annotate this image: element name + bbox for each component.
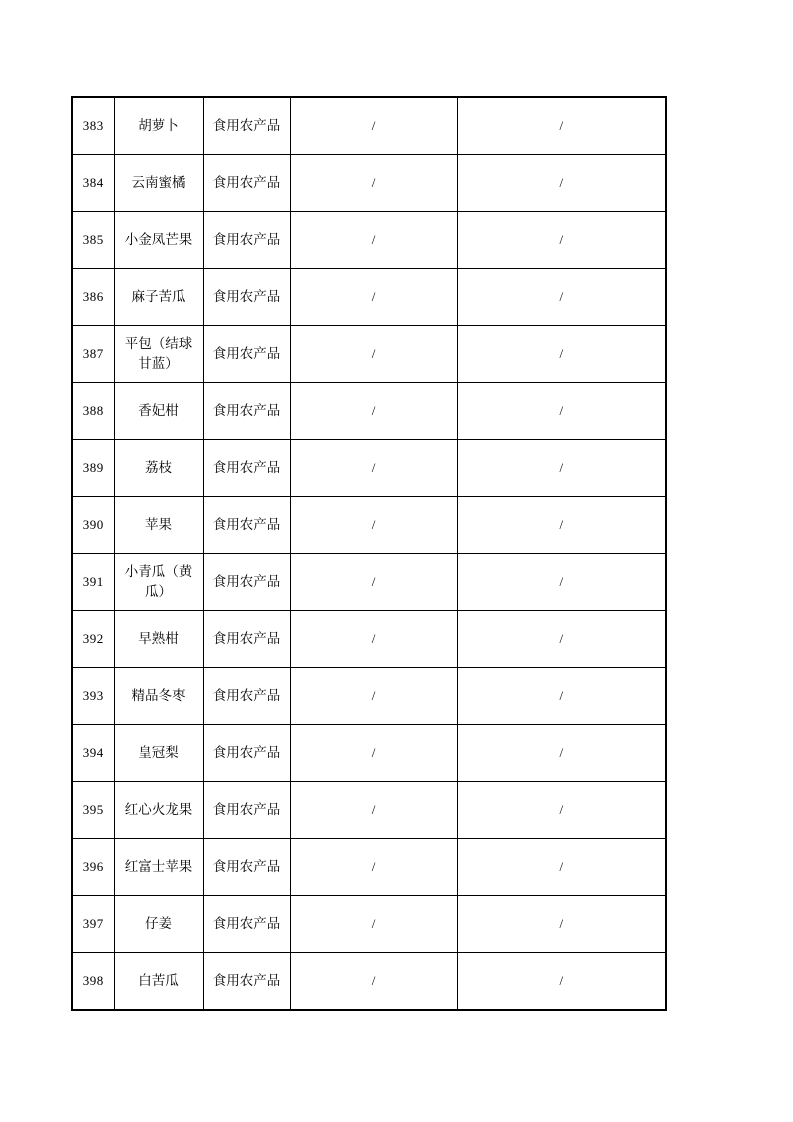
product-name-cell: 小金凤芒果 (114, 212, 203, 269)
value-cell-1: / (290, 953, 457, 1011)
value-cell-2: / (457, 725, 666, 782)
value-cell-2: / (457, 896, 666, 953)
category-cell: 食用农产品 (203, 839, 290, 896)
table-row (72, 326, 666, 383)
value-cell-1: / (290, 155, 457, 212)
value-cell-1: / (290, 440, 457, 497)
value-cell-2: / (457, 326, 666, 383)
category-cell: 食用农产品 (203, 497, 290, 554)
value-cell-2: / (457, 383, 666, 440)
table-row (72, 383, 666, 440)
value-cell-2: / (457, 554, 666, 611)
table-row (72, 97, 666, 155)
product-table-body (72, 97, 666, 1010)
category-cell: 食用农产品 (203, 326, 290, 383)
row-number-cell: 393 (72, 668, 114, 725)
table-row (72, 782, 666, 839)
value-cell-1: / (290, 554, 457, 611)
product-name-cell: 红心火龙果 (114, 782, 203, 839)
row-number-cell: 397 (72, 896, 114, 953)
category-cell: 食用农产品 (203, 725, 290, 782)
table-row (72, 896, 666, 953)
table-row (72, 554, 666, 611)
table-row (72, 953, 666, 1011)
category-cell: 食用农产品 (203, 782, 290, 839)
value-cell-2: / (457, 782, 666, 839)
row-number-cell: 386 (72, 269, 114, 326)
value-cell-1: / (290, 725, 457, 782)
product-name-cell: 香妃柑 (114, 383, 203, 440)
table-row (72, 269, 666, 326)
table-row (72, 440, 666, 497)
product-name-cell: 红富士苹果 (114, 839, 203, 896)
value-cell-2: / (457, 953, 666, 1011)
row-number-cell: 389 (72, 440, 114, 497)
value-cell-1: / (290, 97, 457, 155)
value-cell-1: / (290, 782, 457, 839)
value-cell-2: / (457, 497, 666, 554)
value-cell-2: / (457, 97, 666, 155)
value-cell-1: / (290, 212, 457, 269)
row-number-cell: 391 (72, 554, 114, 611)
row-number-cell: 388 (72, 383, 114, 440)
value-cell-1: / (290, 611, 457, 668)
product-name-cell: 胡萝卜 (114, 97, 203, 155)
category-cell: 食用农产品 (203, 668, 290, 725)
product-name-cell: 麻子苦瓜 (114, 269, 203, 326)
table-row (72, 839, 666, 896)
row-number-cell: 392 (72, 611, 114, 668)
product-name-cell: 平包（结球甘蓝） (114, 326, 203, 383)
product-name-cell: 小青瓜（黄瓜） (114, 554, 203, 611)
value-cell-2: / (457, 155, 666, 212)
row-number-cell: 384 (72, 155, 114, 212)
product-name-cell: 苹果 (114, 497, 203, 554)
value-cell-1: / (290, 326, 457, 383)
product-name-cell: 早熟柑 (114, 611, 203, 668)
product-name-cell: 荔枝 (114, 440, 203, 497)
value-cell-1: / (290, 839, 457, 896)
product-name-cell: 白苦瓜 (114, 953, 203, 1011)
value-cell-2: / (457, 269, 666, 326)
row-number-cell: 383 (72, 97, 114, 155)
row-number-cell: 387 (72, 326, 114, 383)
table-row (72, 611, 666, 668)
row-number-cell: 398 (72, 953, 114, 1011)
value-cell-1: / (290, 269, 457, 326)
table-row (72, 725, 666, 782)
category-cell: 食用农产品 (203, 554, 290, 611)
row-number-cell: 394 (72, 725, 114, 782)
value-cell-2: / (457, 212, 666, 269)
table-row (72, 668, 666, 725)
row-number-cell: 395 (72, 782, 114, 839)
value-cell-1: / (290, 668, 457, 725)
product-name-cell: 皇冠梨 (114, 725, 203, 782)
category-cell: 食用农产品 (203, 611, 290, 668)
value-cell-2: / (457, 668, 666, 725)
value-cell-1: / (290, 497, 457, 554)
category-cell: 食用农产品 (203, 383, 290, 440)
table-row (72, 155, 666, 212)
table-row (72, 497, 666, 554)
product-name-cell: 精品冬枣 (114, 668, 203, 725)
category-cell: 食用农产品 (203, 269, 290, 326)
category-cell: 食用农产品 (203, 97, 290, 155)
category-cell: 食用农产品 (203, 440, 290, 497)
row-number-cell: 390 (72, 497, 114, 554)
value-cell-2: / (457, 611, 666, 668)
product-name-cell: 仔姜 (114, 896, 203, 953)
category-cell: 食用农产品 (203, 896, 290, 953)
category-cell: 食用农产品 (203, 953, 290, 1011)
value-cell-2: / (457, 440, 666, 497)
category-cell: 食用农产品 (203, 155, 290, 212)
value-cell-1: / (290, 896, 457, 953)
value-cell-2: / (457, 839, 666, 896)
category-cell: 食用农产品 (203, 212, 290, 269)
table-row (72, 212, 666, 269)
row-number-cell: 385 (72, 212, 114, 269)
row-number-cell: 396 (72, 839, 114, 896)
product-table (71, 96, 667, 1011)
value-cell-1: / (290, 383, 457, 440)
product-name-cell: 云南蜜橘 (114, 155, 203, 212)
